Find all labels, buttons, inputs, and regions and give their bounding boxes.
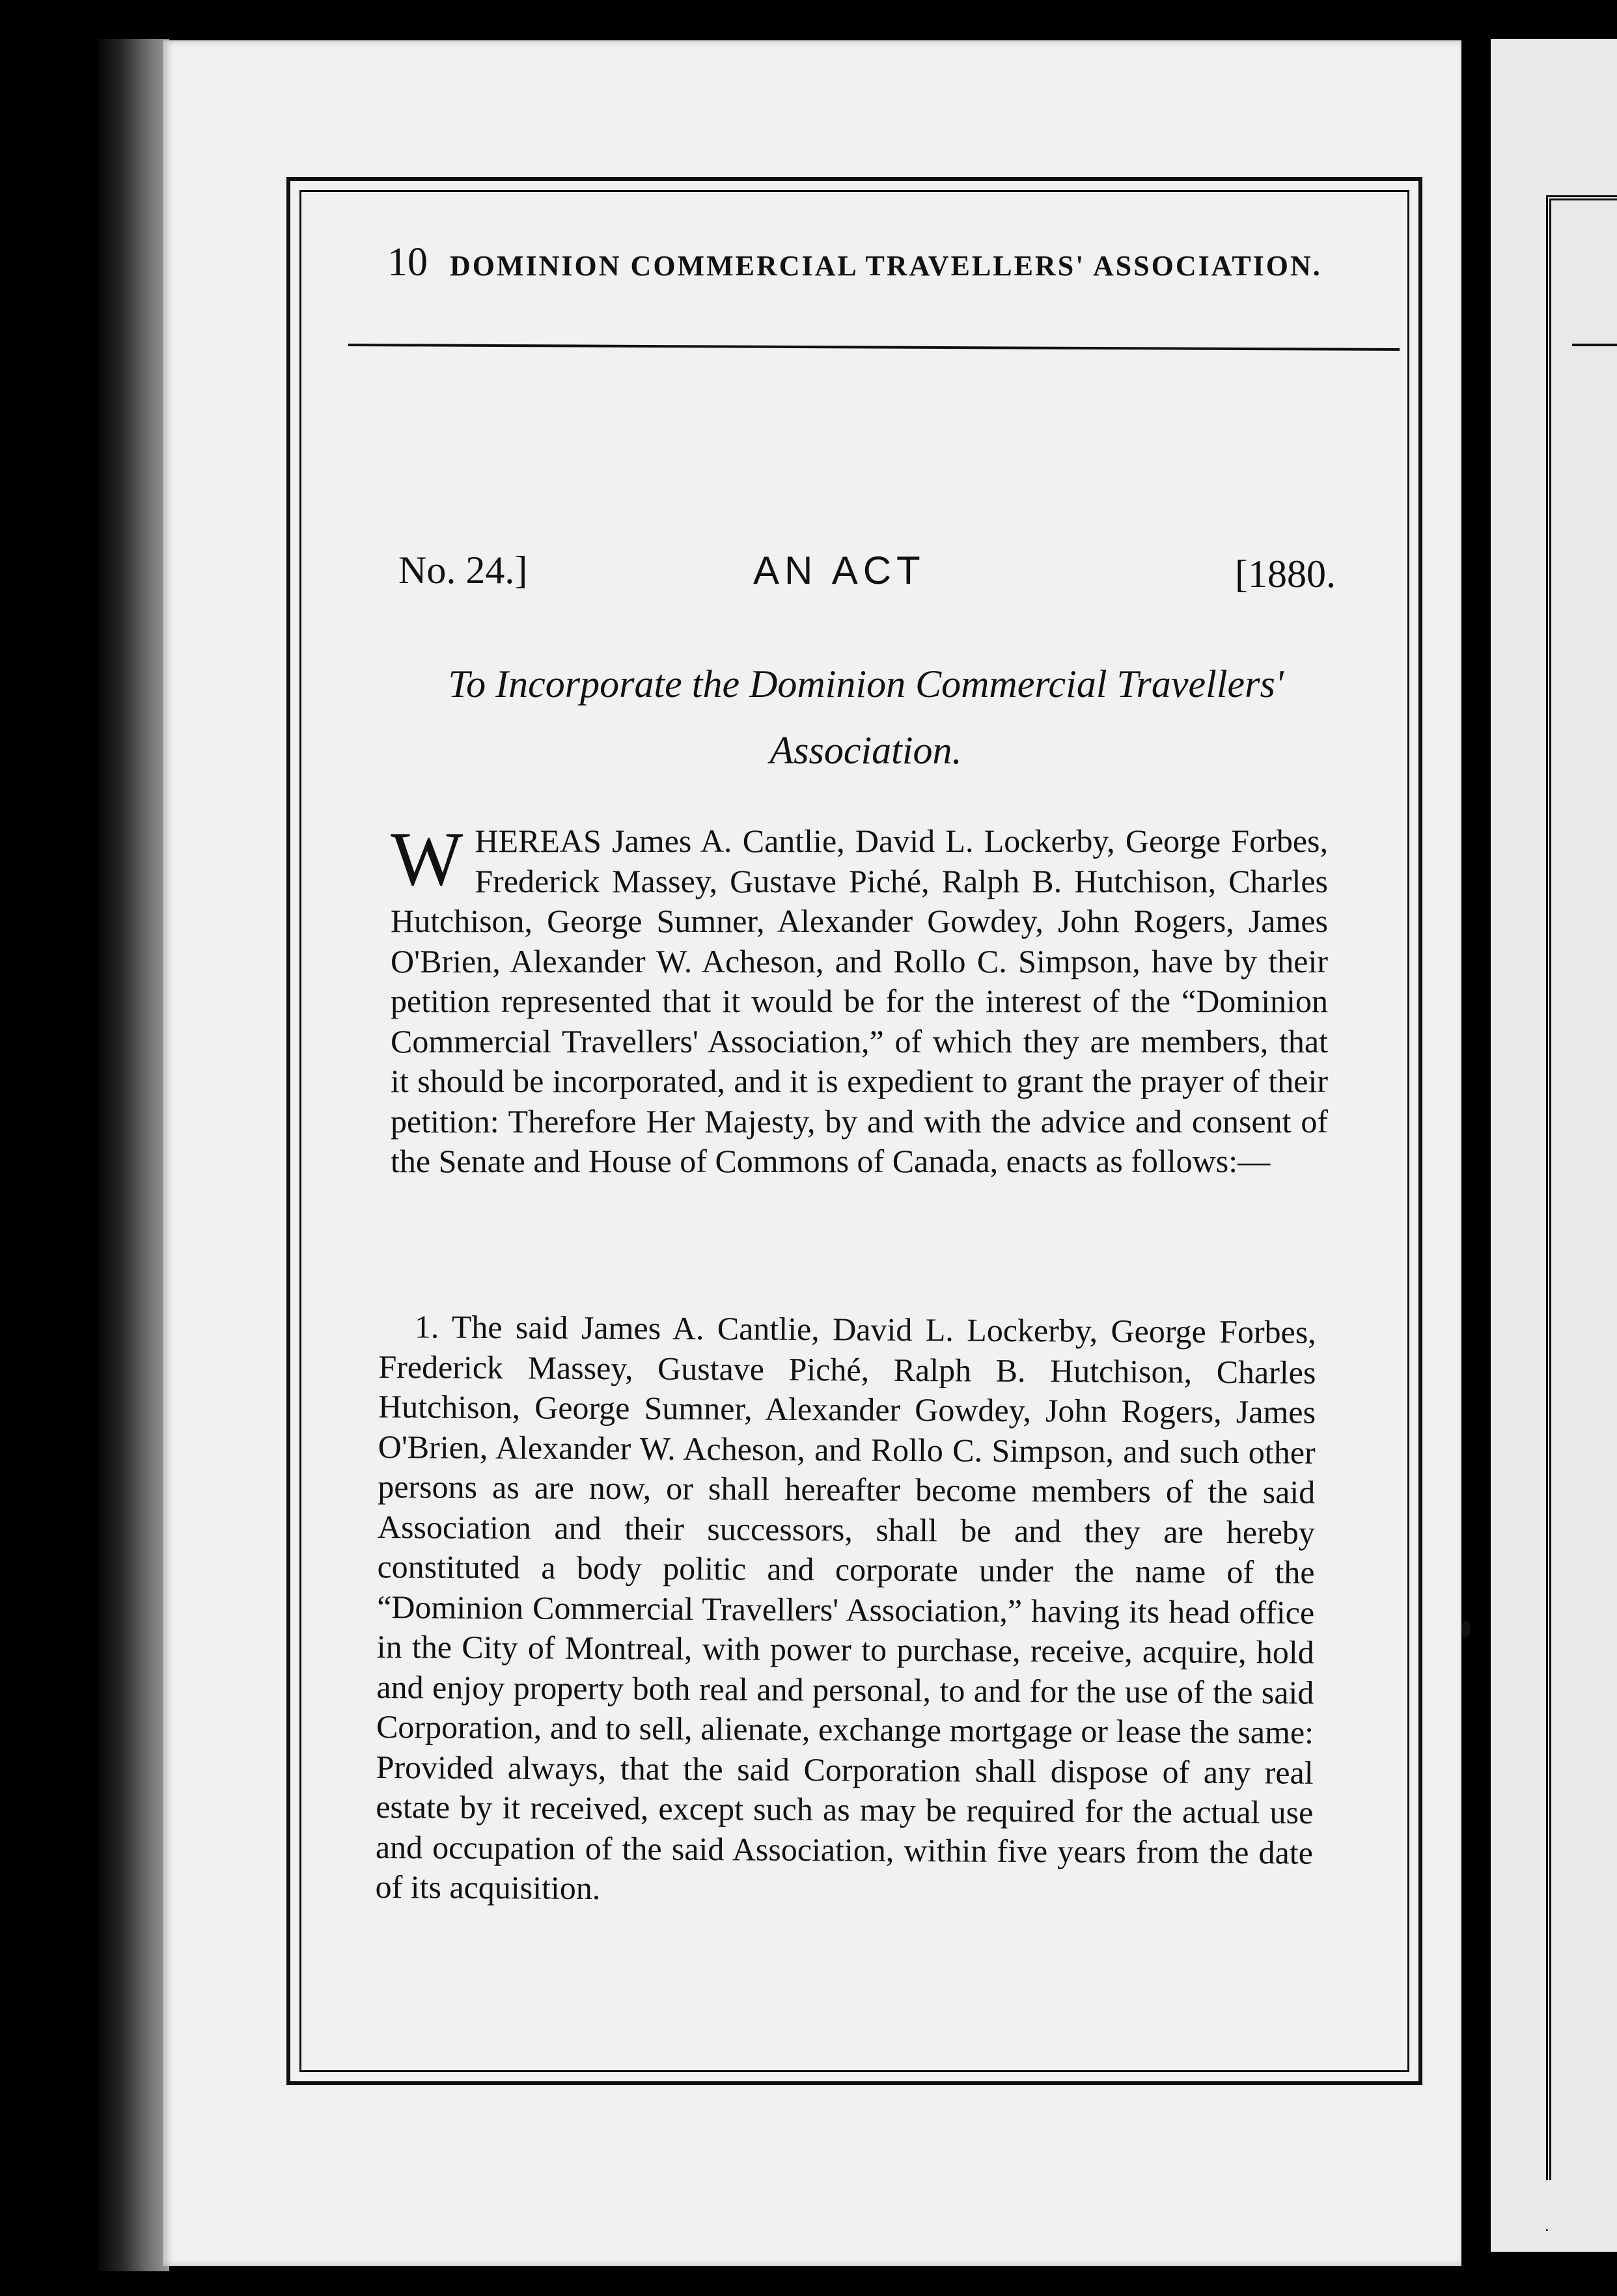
act-subtitle: To Incorporate the Dominion Commercial Travellers' Association. bbox=[448, 663, 1284, 772]
act-number: No. 24.] bbox=[398, 549, 528, 592]
page-number: 10 bbox=[387, 240, 428, 284]
adjacent-page-border bbox=[1546, 195, 1617, 2231]
adjacent-page-header-rule bbox=[1572, 344, 1617, 346]
running-head bbox=[387, 239, 1322, 286]
act-title: AN ACT bbox=[753, 549, 926, 592]
book-spine-edge bbox=[98, 39, 169, 2271]
preamble-paragraph bbox=[391, 816, 1328, 1182]
preamble-text: HEREAS James A. Cantlie, David L. Lockerby, George Forbes, Frederick Massey, Gustave Piché, Ralph B. Hutchison, Charles Hutchison, George Sumner, Alexander Gowdey, John Rogers, James O'Brien, Alexander W. Acheson, and Rollo C. Simpson, have by their petition represented that it would be for the interest of the “Dominion Commercial Travellers' Association,” of which they are members, that it should be incorporated, and it is expedient to grant the prayer of their petition: Therefore Her Majesty, by and with the advice and consent of the Senate and House of Commons of Canada, enacts as follows:— bbox=[391, 823, 1328, 1179]
section-1-paragraph: 1. The said James A. Cantlie, David L. Lockerby, George Forbes, Frederick Massey, Gustave Piché, Ralph B. Hutchison, Charles Hutchison, George Sumner, Alexander Gowdey, John Rogers, James O'Brien, Alexander W. Acheson, and Rollo C. Simpson, and such other persons as are now, or shall hereafter become members of the said Association and their successors, shall be and they are hereby constituted a body politic and corporate under the name of the “Dominion Commercial Travellers' Association,” having its head office in the City of Montreal, with power to purchase, receive, acquire, hold and enjoy property both real and personal, to and for the use of the said Corporation, and to sell, alienate, exchange mortgage or lease the same: Provided always, that the said Corporation shall dispose of any real estate by it received, except such as may be required for the actual use and occupation of the said Association, within five years from the date of its acquisition. bbox=[375, 1308, 1316, 1907]
act-heading-line bbox=[398, 548, 1336, 607]
act-year: [1880. bbox=[1235, 553, 1336, 595]
running-head-title: DOMINION COMMERCIAL TRAVELLERS' ASSOCIATION. bbox=[450, 250, 1322, 282]
margin-ink-mark bbox=[1461, 1620, 1471, 1637]
drop-cap: W bbox=[391, 816, 463, 901]
